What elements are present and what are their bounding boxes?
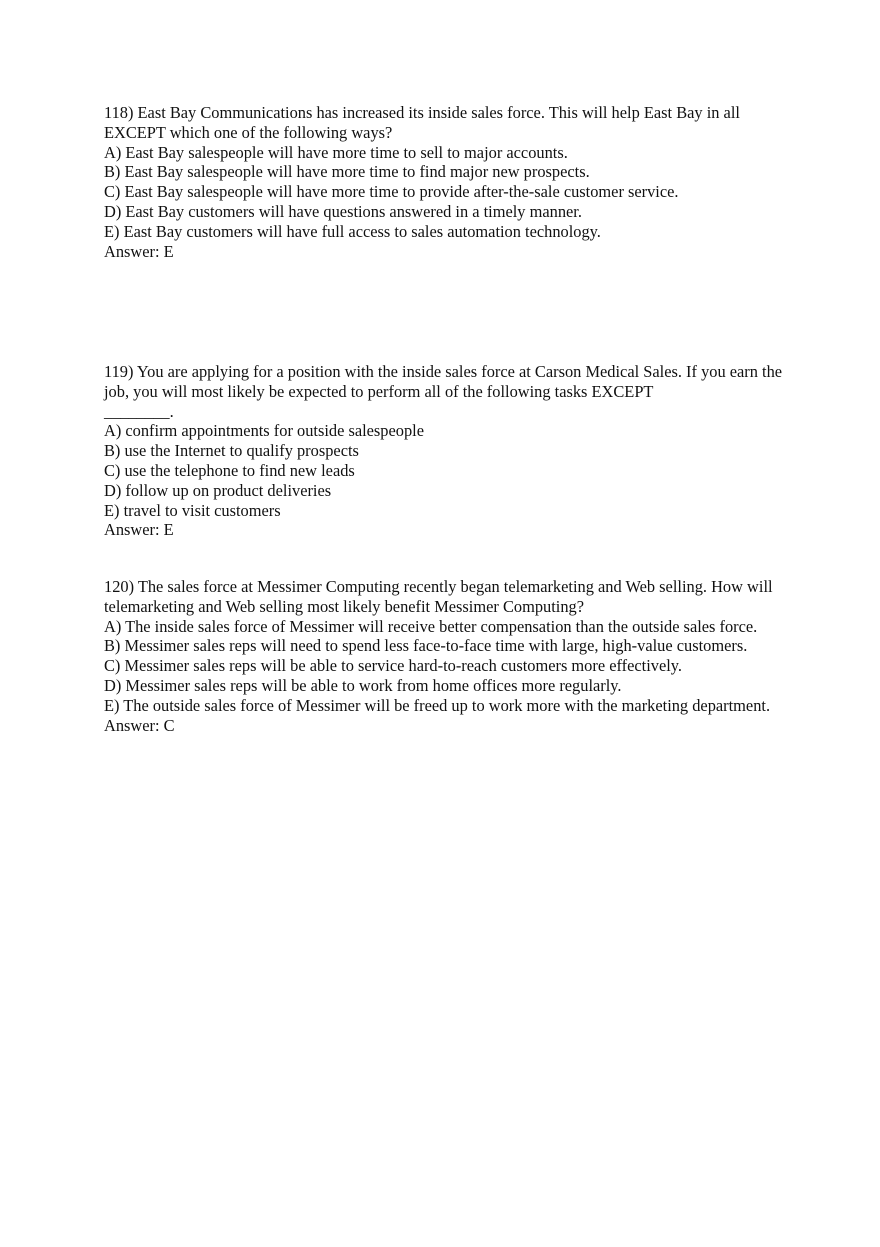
answer-key: Answer: C — [104, 715, 175, 735]
question-120 — [104, 577, 784, 735]
question-119 — [104, 362, 784, 540]
choice-c: C) Messimer sales reps will be able to service hard-to-reach customers more effectively. — [104, 656, 683, 676]
choice-a: A) confirm appointments for outside salespeople — [104, 421, 424, 441]
choice-d: D) Messimer sales reps will be able to work from home offices more regularly. — [104, 675, 622, 695]
answer-key: Answer: E — [104, 241, 174, 261]
question-stem-text: 119) You are applying for a position with the inside sales force at Carson Medical Sales. If you earn the job, you will most likely be expected to perform all of the following tasks EXCEPT — [104, 362, 783, 401]
question-118 — [104, 103, 784, 261]
choice-a: A) East Bay salespeople will have more time to sell to major accounts. — [104, 142, 568, 162]
answer-key: Answer: E — [104, 520, 174, 540]
choice-d: D) follow up on product deliveries — [104, 480, 332, 500]
choice-c: C) East Bay salespeople will have more time to provide after-the-sale customer service. — [104, 182, 679, 202]
question-stem: 120) The sales force at Messimer Computing recently began telemarketing and Web selling. How will telemarketing and Web selling most likely benefit Messimer Computing? — [104, 577, 773, 616]
choice-b: B) Messimer sales reps will need to spend less face-to-face time with large, high-value customers. — [104, 636, 748, 656]
question-stem: 118) East Bay Communications has increased its inside sales force. This will help East Bay in all EXCEPT which one of the following ways? — [104, 103, 740, 142]
choice-b: B) use the Internet to qualify prospects — [104, 441, 359, 461]
choice-c: C) use the telephone to find new leads — [104, 460, 355, 480]
choice-e: E) The outside sales force of Messimer will be freed up to work more with the marketing department. — [104, 695, 771, 715]
choice-a: A) The inside sales force of Messimer will receive better compensation than the outside sales force. — [104, 616, 758, 636]
choice-e: E) travel to visit customers — [104, 500, 281, 520]
question-stem — [104, 362, 784, 421]
choice-e: E) East Bay customers will have full access to sales automation technology. — [104, 221, 601, 241]
fill-in-blank: ________. — [104, 401, 174, 421]
choice-b: B) East Bay salespeople will have more time to find major new prospects. — [104, 162, 590, 182]
choice-d: D) East Bay customers will have questions answered in a timely manner. — [104, 201, 582, 221]
